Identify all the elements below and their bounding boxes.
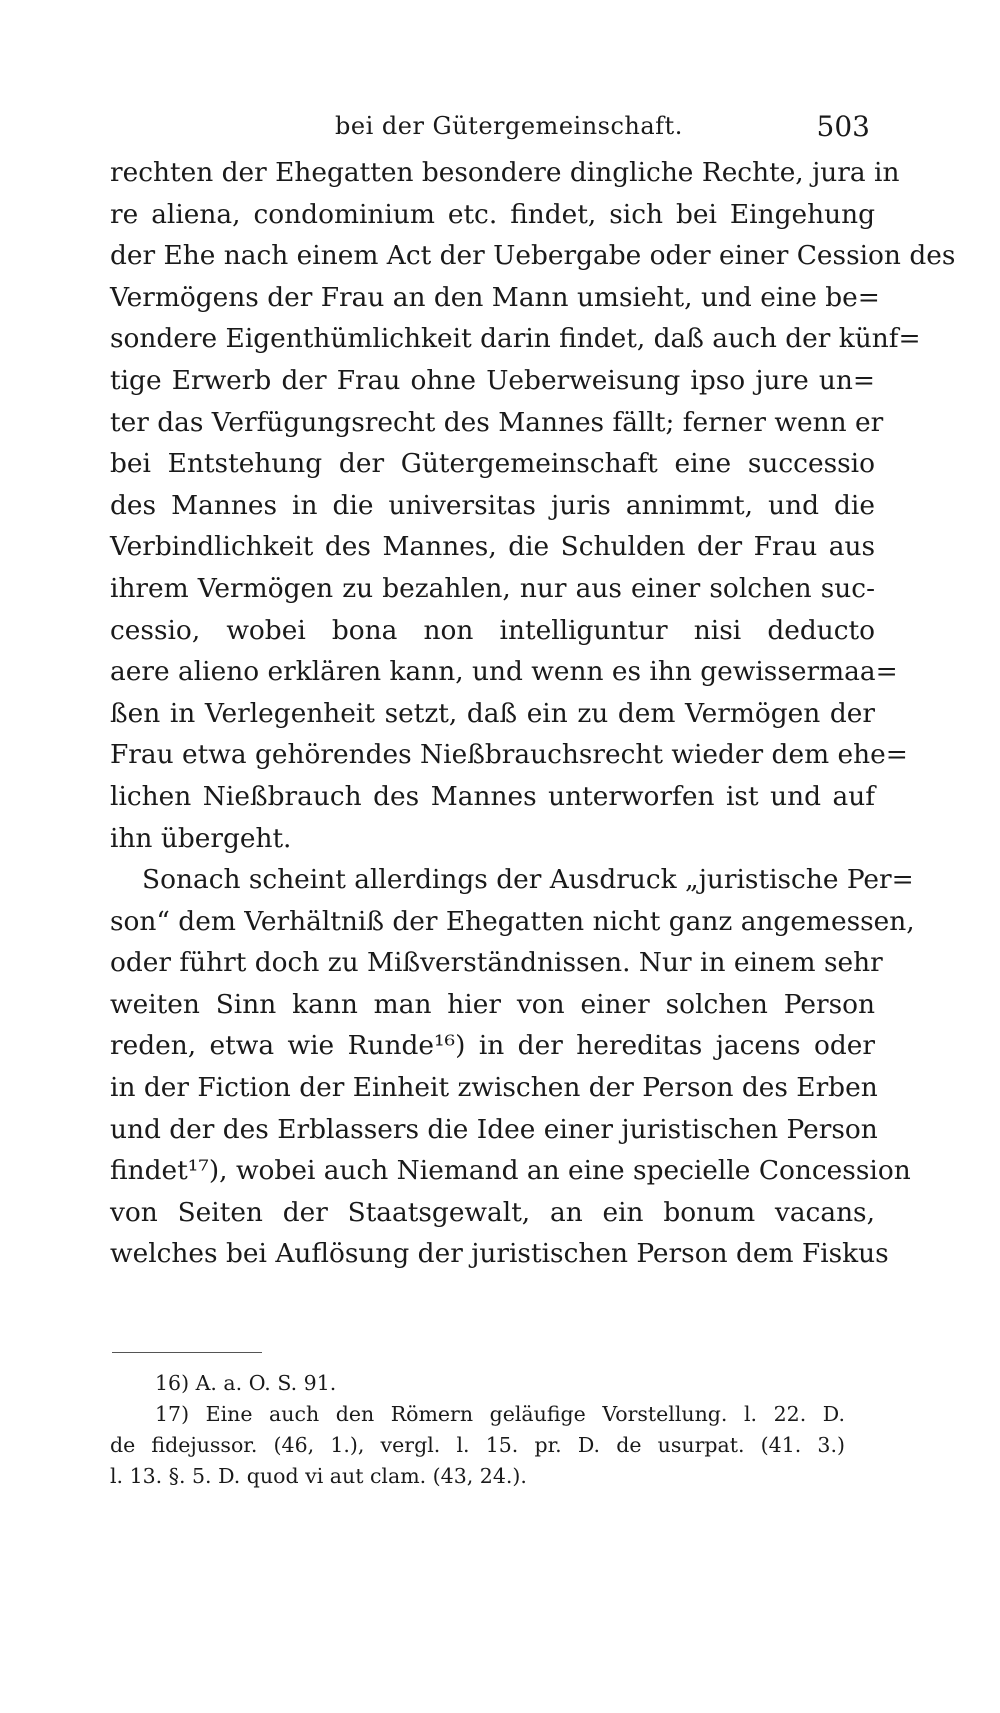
- text-line: lichen Nießbrauch des Mannes unterworfen ist und auf: [110, 780, 875, 812]
- text-line: findet¹⁷), wobei auch Niemand an eine specielle Concession: [110, 1155, 911, 1187]
- footnote-17-continuation: de fidejussor. (46, 1.), vergl. l. 15. pr. D. de usurpat. (41. 3.): [110, 1433, 845, 1457]
- text-line: sondere Eigenthümlichkeit darin findet, daß auch der künf=: [110, 323, 921, 355]
- text-line: ihrem Vermögen zu bezahlen, nur aus einer solchen suc-: [110, 572, 875, 604]
- running-head: bei der Gütergemeinschaft.: [335, 112, 683, 140]
- text-line: oder führt doch zu Mißverständnissen. Nur in einem sehr: [110, 947, 883, 979]
- text-line: aere alieno erklären kann, und wenn es ihn gewissermaa=: [110, 656, 898, 688]
- text-line: reden, etwa wie Runde¹⁶) in der hereditas jacens oder: [110, 1030, 875, 1062]
- footnotes: [110, 1368, 845, 1492]
- text-line: cessio, wobei bona non intelliguntur nisi deducto: [110, 614, 875, 646]
- text-line: Frau etwa gehörendes Nießbrauchsrecht wieder dem ehe=: [110, 739, 908, 771]
- paragraph-end-line: ihn übergeht.: [110, 822, 292, 854]
- footnote-17-continuation: l. 13. §. 5. D. quod vi aut clam. (43, 24.).: [110, 1464, 527, 1488]
- text-line: der Ehe nach einem Act der Uebergabe oder einer Cession des: [110, 240, 956, 272]
- text-line: tige Erwerb der Frau ohne Ueberweisung ipso jure un=: [110, 364, 875, 396]
- text-line: Vermögens der Frau an den Mann umsieht, und eine be=: [110, 281, 880, 313]
- text-line: bei Entstehung der Gütergemeinschaft eine successio: [110, 448, 875, 480]
- text-line: re aliena, condominium etc. findet, sich bei Eingehung: [110, 198, 875, 230]
- text-line: des Mannes in die universitas juris annimmt, und die: [110, 489, 875, 521]
- text-line: rechten der Ehegatten besondere dingliche Rechte, jura in: [110, 157, 900, 188]
- page-number: 503: [816, 110, 870, 143]
- text-line: von Seiten der Staatsgewalt, an ein bonum vacans,: [110, 1196, 875, 1228]
- footnote-divider: [112, 1352, 262, 1353]
- text-line: weiten Sinn kann man hier von einer solchen Person: [110, 988, 875, 1020]
- text-line: Verbindlichkeit des Mannes, die Schulden der Frau aus: [110, 531, 875, 563]
- text-line: ter das Verfügungsrecht des Mannes fällt; ferner wenn er: [110, 406, 884, 438]
- page-header: [110, 110, 870, 150]
- footnote-16: 16) A. a. O. S. 91.: [155, 1371, 337, 1395]
- footnote-17: 17) Eine auch den Römern geläufige Vorstellung. l. 22. D.: [155, 1402, 845, 1426]
- body-text: [110, 152, 956, 1275]
- text-line: in der Fiction der Einheit zwischen der Person des Erben: [110, 1072, 878, 1104]
- paragraph-start-line: Sonach scheint allerdings der Ausdruck „juristische Per=: [142, 864, 914, 896]
- text-line: welches bei Auflösung der juristischen Person dem Fiskus: [110, 1238, 889, 1270]
- text-line: ßen in Verlegenheit setzt, daß ein zu dem Vermögen der: [110, 697, 875, 729]
- text-line: und der des Erblassers die Idee einer juristischen Person: [110, 1113, 878, 1145]
- text-line: son“ dem Verhältniß der Ehegatten nicht ganz angemessen,: [110, 905, 915, 937]
